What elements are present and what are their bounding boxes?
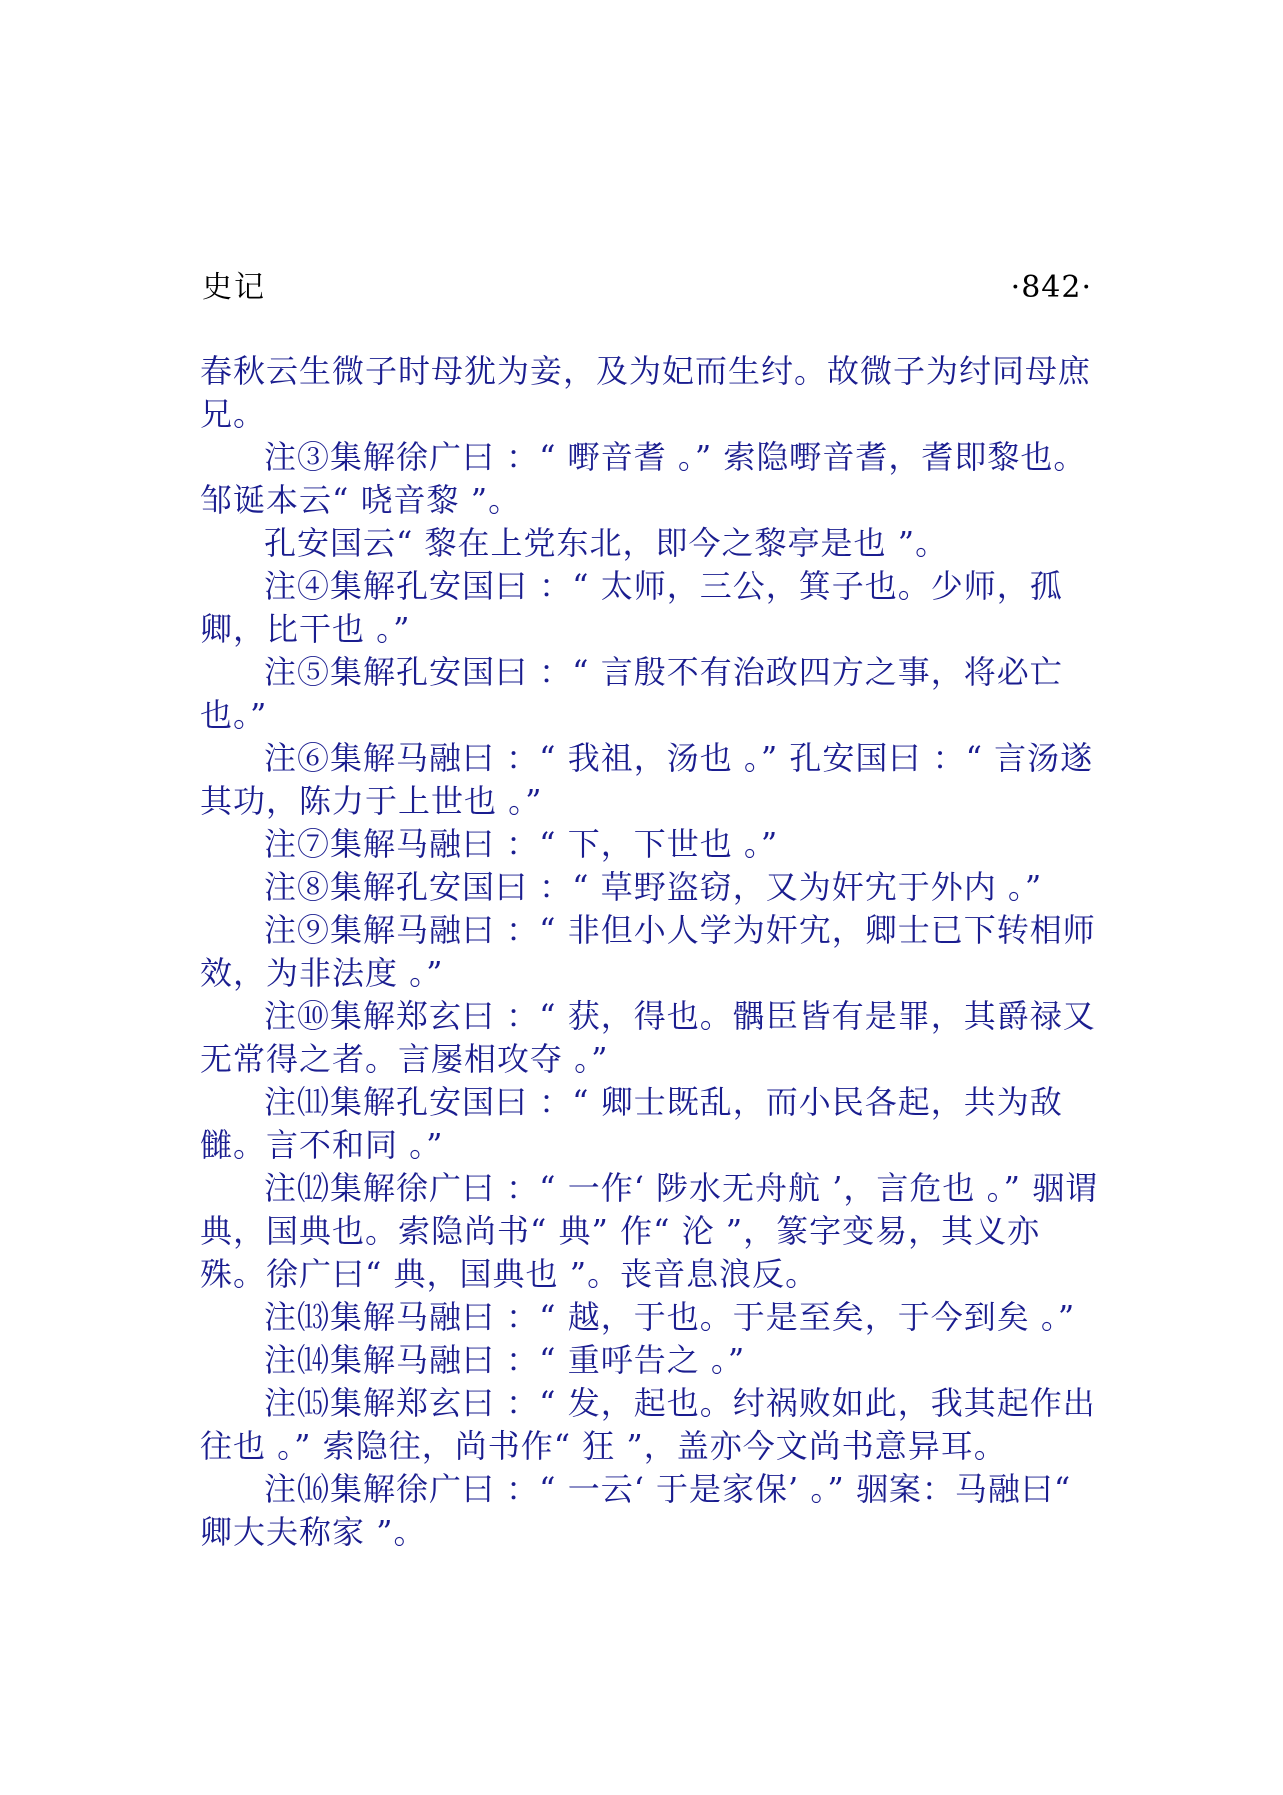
- paragraph: 注③集解徐广曰 ：“ 嘢音耆 。” 索隐嘢音耆，耆即黎也。邹诞本云“ 哓音黎 ”。: [200, 438, 1087, 519]
- paragraph: 注⑨集解马融曰 ：“ 非但小人学为奸宄，卿士已下转相师效，为非法度 。”: [200, 911, 1096, 992]
- paragraph: 注⑧集解孔安国曰 ：“ 草野盗窃，又为奸宄于外内 。”: [264, 868, 1043, 906]
- paragraph: 注⑩集解郑玄曰 ：“ 获，得也。髃臣皆有是罪，其爵禄又无常得之者。言屡相攻夺 。”: [200, 997, 1096, 1078]
- paragraph: 注⒁集解马融曰 ：“ 重呼告之 。”: [264, 1341, 746, 1379]
- paragraph: 注⑤集解孔安国曰 ：“ 言殷不有治政四方之事，将必亡也。”: [200, 653, 1063, 734]
- paragraph: 注⒃集解徐广曰 ：“ 一云‘ 于是家保’ 。” 骃案：马融曰“ 卿大夫称家 ”。: [200, 1470, 1072, 1551]
- book-title: 史记: [202, 270, 266, 305]
- paragraph: 春秋云生微子时母犹为妾，及为妃而生纣。故微子为纣同母庶兄。: [200, 352, 1092, 433]
- paragraph: 注④集解孔安国曰 ：“ 太师，三公，箕子也。少师，孤卿，比干也 。”: [200, 567, 1063, 648]
- paragraph: 注⑦集解马融曰 ：“ 下，下世也 。”: [264, 825, 779, 863]
- paragraph: 注⑥集解马融曰 ：“ 我祖，汤也 。” 孔安国曰 ：“ 言汤遂其功，陈力于上世也 。”: [200, 739, 1094, 820]
- paragraph: 孔安国云“ 黎在上党东北，即今之黎亭是也 ”。: [264, 524, 949, 562]
- paragraph: 注⒂集解郑玄曰 ：“ 发，起也。纣祸败如此，我其起作出往也 。” 索隐往，尚书作“ 狂 ”，盖亦今文尚书意异耳。: [200, 1384, 1096, 1465]
- page-number: ·842·: [1010, 270, 1092, 305]
- paragraph: 注⑿集解徐广曰 ：“ 一作‘ 陟水无舟航 ’，言危也 。” 骃谓典，国典也。索隐尚书“ 典” 作“ 沦 ”，篆字变易，其义亦殊。徐广曰“ 典，国典也 ”。丧音息浪反。: [200, 1169, 1099, 1293]
- paragraph: 注⑾集解孔安国曰 ：“ 卿士既乱，而小民各起，共为敌雠。言不和同 。”: [200, 1083, 1063, 1164]
- paragraph: 注⒀集解马融曰 ：“ 越，于也。于是至矣，于今到矣 。”: [264, 1298, 1076, 1336]
- body-text: [200, 350, 1100, 1554]
